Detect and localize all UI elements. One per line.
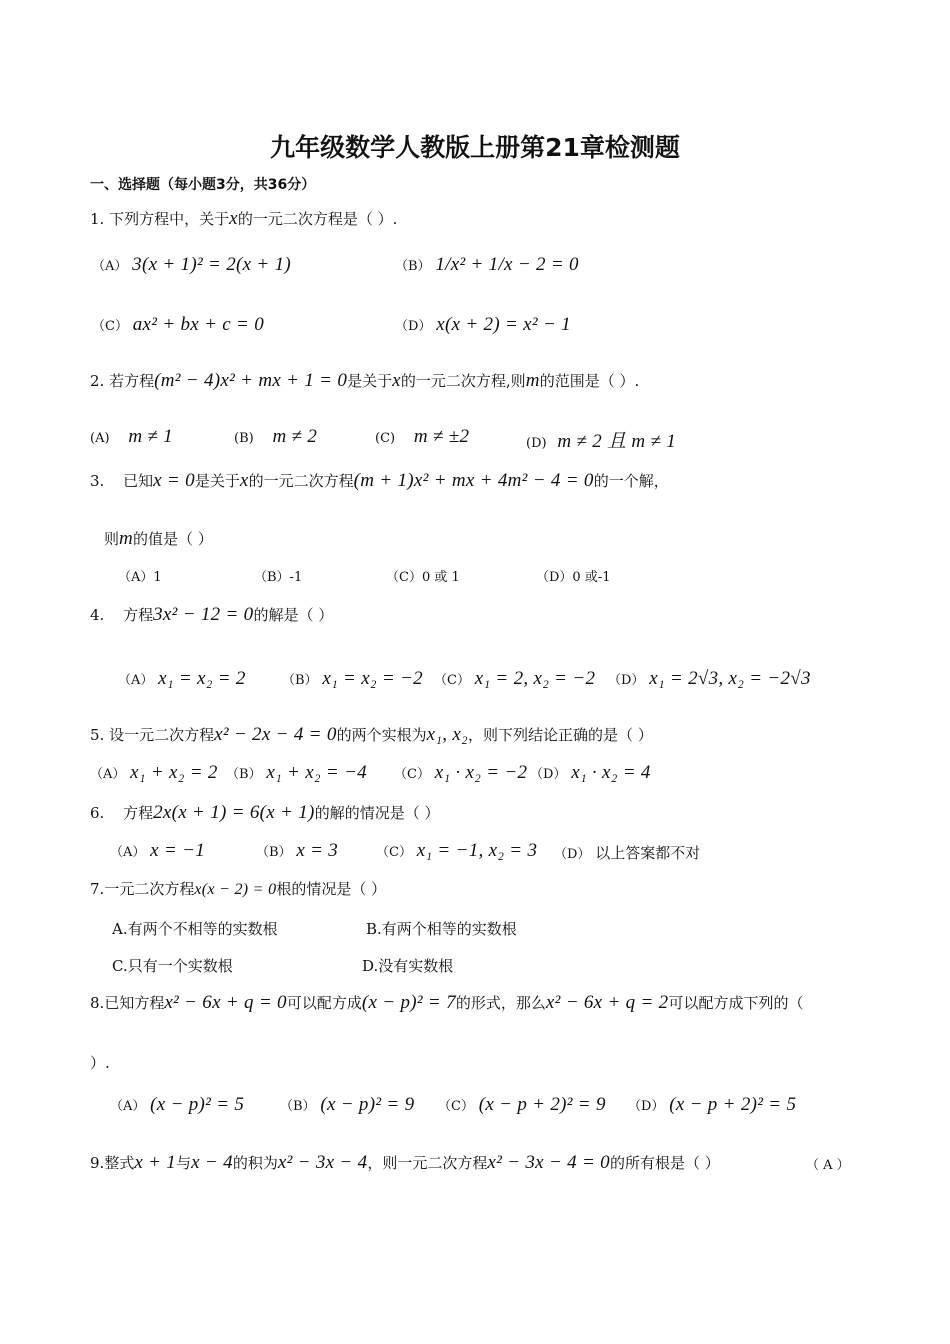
question-2-option-b <box>234 426 317 448</box>
question-3-option-a: （A）1 <box>118 570 162 585</box>
option-label: (A) <box>90 431 110 446</box>
question-6-stem <box>90 802 439 824</box>
question-6-option-a <box>110 840 205 862</box>
question-5-stem <box>90 724 653 746</box>
stem-text: 设一元二次方程 <box>109 726 215 744</box>
math-equation: x(x − 2) = 0 <box>194 881 277 898</box>
math-equation: x² − 3x − 4 <box>277 1152 368 1173</box>
question-3-stem <box>90 470 669 492</box>
question-3-option-c: （C）0 或 1 <box>386 570 460 585</box>
math-var: m <box>119 528 134 549</box>
stem-text: 的一元二次方程,则 <box>400 372 526 390</box>
math-var: x <box>392 370 401 391</box>
question-number: 3. <box>90 472 105 490</box>
option-label: （D） <box>608 673 645 688</box>
stem-text: 的解的情况是（ ） <box>314 804 440 822</box>
option-label: (C) <box>375 431 396 446</box>
stem-text: 是关于 <box>194 472 240 490</box>
question-5-option-a <box>90 762 218 784</box>
stem-text: ，则一元二次方程 <box>367 1154 488 1172</box>
question-7-option-b: B.有两个相等的实数根 <box>366 920 517 938</box>
option-math: x₁ · x₂ = 4 <box>571 762 651 783</box>
math-roots: x₁, x₂ <box>426 724 469 745</box>
question-6-option-c <box>376 840 537 862</box>
math-equation: (m + 1)x² + mx + 4m² − 4 = 0 <box>353 470 594 491</box>
option-label: （A） <box>92 259 128 274</box>
option-label: （A） <box>118 673 154 688</box>
option-math: m ≠ 2 <box>272 426 318 447</box>
option-math: (x − p)² = 9 <box>320 1094 415 1115</box>
document-title: 九年级数学人教版上册第21章检测题 <box>270 133 680 162</box>
math-equation: 3x² − 12 = 0 <box>153 604 254 625</box>
option-math: 1/x² + 1/x − 2 = 0 <box>435 254 579 275</box>
option-math: m ≠ 1 <box>128 426 173 447</box>
stem-text: 可以配方成下列的（ <box>668 994 804 1012</box>
question-2-stem <box>90 370 639 392</box>
stem-text: 方程 <box>123 606 154 624</box>
option-math: (x − p + 2)² = 5 <box>669 1094 797 1115</box>
math-equation: x² − 3x − 4 = 0 <box>487 1152 610 1173</box>
stem-text: 下列方程中，关于 <box>109 210 230 228</box>
question-4-option-a <box>118 668 246 690</box>
stem-text: 已知 <box>123 472 154 490</box>
math-var: x <box>229 208 238 229</box>
option-label: （A） <box>110 845 146 860</box>
question-7-option-c: C.只有一个实数根 <box>112 957 233 975</box>
stem-text: 若方程 <box>109 372 155 390</box>
question-number: 9. <box>90 1154 105 1172</box>
question-number: 2. <box>90 372 105 390</box>
option-label: （C） <box>92 319 128 334</box>
stem-text: 与 <box>176 1154 192 1172</box>
option-math: x₁ = 2√3, x₂ = −2√3 <box>649 668 811 689</box>
option-label: （C） <box>394 767 430 782</box>
option-math: ax² + bx + c = 0 <box>132 314 264 335</box>
option-math: (x − p)² = 5 <box>150 1094 245 1115</box>
stem-text: ，则下列结论正确的是（ ） <box>468 726 653 744</box>
math-equation: x² − 6x + q = 2 <box>545 992 669 1013</box>
math-equation: x + 1 <box>134 1152 177 1173</box>
option-math: (x − p + 2)² = 9 <box>478 1094 606 1115</box>
question-8-option-a <box>110 1094 244 1116</box>
stem-text: 根的情况是（ ） <box>276 880 387 898</box>
question-5-option-d <box>530 762 651 784</box>
option-math: x₁ = x₂ = −2 <box>322 668 423 689</box>
option-label: （D） <box>395 319 432 334</box>
option-label: （C） <box>438 1099 474 1114</box>
question-7-stem <box>90 878 386 899</box>
option-label: （C） <box>434 673 470 688</box>
option-math: x₁ = −1, x₂ = 3 <box>416 840 538 861</box>
question-1-option-b <box>395 254 579 276</box>
stem-text: 的两个实根为 <box>336 726 427 744</box>
stem-text: 的一元二次方程 <box>248 472 354 490</box>
option-math: x = 3 <box>296 840 339 861</box>
stem-text: 的所有根是（ ） <box>609 1154 720 1172</box>
option-math: x₁ = 2, x₂ = −2 <box>474 668 596 689</box>
question-9-option-a: （ A ） <box>806 1158 850 1173</box>
math-equation: x = 0 <box>153 470 195 491</box>
option-label: (B) <box>234 431 254 446</box>
question-1-stem <box>90 208 397 230</box>
stem-text: 方程 <box>123 804 154 822</box>
question-9-stem <box>90 1152 720 1174</box>
question-8-option-b <box>280 1094 414 1116</box>
question-1-option-a <box>92 254 291 276</box>
option-text: 以上答案都不对 <box>595 844 701 862</box>
question-number: 7. <box>90 880 105 898</box>
question-5-option-b <box>226 762 367 784</box>
question-number: 6. <box>90 804 105 822</box>
question-8-stem-line2: ）. <box>90 1054 110 1072</box>
option-math: x = −1 <box>150 840 206 861</box>
math-equation: 2x(x + 1) = 6(x + 1) <box>153 802 315 823</box>
math-equation: x² − 2x − 4 = 0 <box>214 724 337 745</box>
option-math: 3(x + 1)² = 2(x + 1) <box>132 254 292 275</box>
question-3-stem-line2 <box>104 528 213 550</box>
question-2-option-c <box>375 426 469 448</box>
question-number: 8. <box>90 994 105 1012</box>
stem-text: 的积为 <box>232 1154 278 1172</box>
stem-text: 的一个解， <box>593 472 669 490</box>
question-5-option-c <box>394 762 527 784</box>
question-4-option-b <box>282 668 423 690</box>
question-1-option-d <box>395 314 571 336</box>
section-heading: 一、选择题（每小题3分，共36分） <box>90 177 316 193</box>
stem-text: 一元二次方程 <box>104 880 195 898</box>
math-var: m <box>525 370 540 391</box>
option-math: m ≠ ±2 <box>413 426 470 447</box>
option-label: （C） <box>376 845 412 860</box>
option-label: （B） <box>226 767 262 782</box>
stem-text: 已知方程 <box>104 994 165 1012</box>
question-7-option-a: A.有两个不相等的实数根 <box>112 920 278 938</box>
option-math: x₁ · x₂ = −2 <box>434 762 528 783</box>
question-3-option-b: （B）-1 <box>254 570 303 585</box>
question-2-option-d <box>526 426 676 453</box>
question-2-option-a <box>90 426 173 448</box>
stem-text: 的范围是（ ）. <box>539 372 640 390</box>
option-label: （A） <box>110 1099 146 1114</box>
question-7-option-d: D.没有实数根 <box>362 957 454 975</box>
stem-text: 可以配方成 <box>286 994 362 1012</box>
option-math: x₁ = x₂ = 2 <box>158 668 246 689</box>
question-1-option-c <box>92 314 264 336</box>
option-label: （D） <box>554 847 591 862</box>
stem-text: 是关于 <box>347 372 393 390</box>
question-number: 4. <box>90 606 105 624</box>
math-var: x <box>239 470 249 491</box>
question-number: 5. <box>90 726 105 744</box>
option-label: （A） <box>90 767 126 782</box>
question-8-option-d <box>628 1094 796 1116</box>
question-8-stem <box>90 992 803 1014</box>
stem-text: 整式 <box>104 1154 135 1172</box>
math-equation: x² − 6x + q = 0 <box>164 992 287 1013</box>
option-label: （B） <box>282 673 318 688</box>
question-4-stem <box>90 604 333 626</box>
math-equation: x − 4 <box>191 1152 233 1173</box>
option-math: x₁ + x₂ = 2 <box>130 762 218 783</box>
question-4-option-c <box>434 668 595 690</box>
math-equation: (x − p)² = 7 <box>361 992 456 1013</box>
stem-text: 的解是（ ） <box>253 606 334 624</box>
question-3-option-d: （D）0 或-1 <box>536 570 611 585</box>
question-6-option-d <box>554 842 700 863</box>
stem-text: 的形式，那么 <box>455 994 546 1012</box>
math-equation: (m² − 4)x² + mx + 1 = 0 <box>154 370 348 391</box>
option-math: x(x + 2) = x² − 1 <box>436 314 571 335</box>
question-number: 1. <box>90 210 105 228</box>
question-4-option-d <box>608 668 811 690</box>
option-label: （B） <box>395 259 431 274</box>
question-8-option-c <box>438 1094 606 1116</box>
option-math: x₁ + x₂ = −4 <box>266 762 367 783</box>
question-6-option-b <box>256 840 338 862</box>
option-math: m ≠ 2 且 m ≠ 1 <box>557 431 677 452</box>
stem-text: 的值是（ ） <box>133 530 213 548</box>
option-label: （D） <box>628 1099 665 1114</box>
stem-text: 则 <box>104 530 120 548</box>
option-label: (D) <box>526 436 547 451</box>
option-label: （B） <box>280 1099 316 1114</box>
option-label: （D） <box>530 767 567 782</box>
stem-text: 的一元二次方程是（ ）. <box>237 210 398 228</box>
option-label: （B） <box>256 845 292 860</box>
